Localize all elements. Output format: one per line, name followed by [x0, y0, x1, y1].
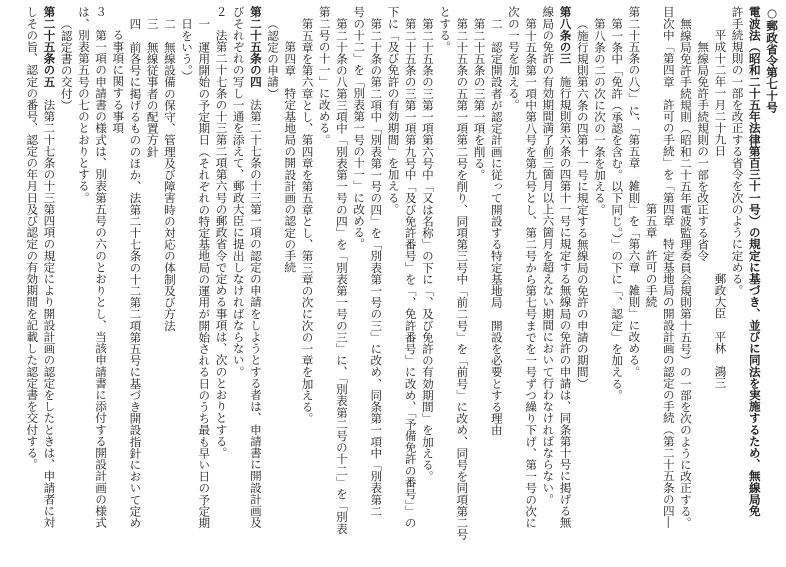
art8-3-line-4: 次の一号を加える。 [506, 6, 521, 111]
toc-amend-b: 「第四章 特定基地局の開設計画の認定の手続（第二十五条の四― [661, 180, 676, 528]
art1-line-a: 第一条中「免許（承認を含む。以下同じ。）」の下に「、認定」を加える。 [610, 17, 625, 401]
art25-line-g: 第二十条の第二項中「別表第一号の四」を「別表第一号の三」に改め、同条第一項中「別表第二 [369, 17, 384, 517]
art25-5-heading: （認定書の交付） [59, 17, 74, 111]
art25-line-e: 第二十五条の三第一項第九号中「及び免許番号」を「、免許番号」に改め、「予備免許の番号」」の [403, 17, 418, 528]
art25-4-para-3b: は、別表第五号の七のとおりとする。 [76, 6, 91, 204]
art25-4-para-3: ３ 第一項の申請書の様式は、別表第五号の六のとおりとし、当該申請書に添付する開設計画の様式 [94, 6, 109, 528]
art25-4-heading: （認定の申請） [266, 17, 281, 99]
art8-3-line-2: 線局の免許の有効期間満了前三箇月以上六箇月を超えない期間において行わなければならない。 [541, 6, 556, 505]
art25-5-line-2: しその旨、認定の番号、認定の年月日及び認定の有効期間を記載した認定書を交付する。 [25, 6, 40, 470]
art1-line-b: 第八条の二の次に次の一条を加える。 [592, 17, 607, 215]
art25-line-a: 第二十五条の三第一項を削る。 [472, 17, 487, 180]
amend-line-3: 第二十五条の八）」に、「第五章 雑則」を「第六章 雑則」に改める。 [627, 6, 642, 378]
art25-line-b: 第二十五条の五第一項第二号を削り、同項第三号中「前二号」を「前号」に改め、同号を同項第二号 [455, 17, 470, 540]
art25-4-line-2: びそれぞれの写し一通を添えて、郵政大臣に提出しなければならない。 [231, 6, 246, 378]
art8-3-text-1: 施行規則第六条の四第十一号に規定する無線局の免許の申請は、同条第十号に掲げる無 [558, 75, 573, 529]
art25-line-j: 第二号の十一」に改める。 [317, 6, 332, 146]
ordinance-title: ○郵政省令第七十号 [765, 6, 779, 113]
art25-4-item-2: 二 無線設備の保守、管理及び障害時の対応の体制及び方法 [162, 17, 177, 331]
art25-line-d: 第二十五条の三第一項第六号中「又は名称」の下に「、及び免許の有効期間」を加える。 [420, 17, 435, 482]
art8-3-heading: （施行規則第六条の四第十一号に規定する無線局の免許の申請の期間） [575, 17, 590, 389]
art8-3-line-3: 第十五条第一項中第八号を第九号とし、第二号から第七号までを一号ずつ繰り下げ、第一号の次に [524, 17, 539, 528]
art25-4-item-1b: 日をいう。） [180, 17, 195, 82]
item-2: 二 認定開設者が認定計画に従って開設する特定基地局 開設を必要とする理由 [489, 17, 504, 436]
chapter-4-title: 第四章 特定基地局の開設計画の認定の手続 [283, 40, 298, 273]
intro-line [746, 6, 763, 562]
art25-4-item-1: 一 運用開始の予定期日（それぞれの特定基地局の運用が開始される日のうち最も早い日の予定期 [197, 17, 212, 528]
amend-line-2 [660, 6, 677, 562]
art25-4-text-1: 法第二十七条の十三第一項の認定の申請をしようとする者は、申請書に開設計画及 [248, 98, 263, 529]
minister-name: 郵政大臣 平林 鴻三 [713, 272, 728, 389]
vertical-text-body [6, 6, 780, 562]
amend-line-2c: 第五章 許可の手続 [644, 203, 659, 308]
chapter-move: 第五章を第六章とし、第四章を第五章とし、第三章の次に次の一章を加える。 [300, 17, 315, 424]
art25-line-h: 号の十二」を「別表第一号の十一」に改める。 [352, 6, 367, 250]
art25-line-f: 下に「及び免許の有効期間」を加える。 [386, 6, 401, 215]
art25-line-i: 第二十条の八第三項中「別表第一号の四」を「別表第一号の三」に、「別表第二号の十二」を「別表 [334, 17, 349, 534]
art25-5-label: 第二十五条の五 [42, 6, 57, 88]
art25-5-line-1 [40, 6, 57, 562]
date-and-minister [711, 6, 728, 562]
art25-4-line-1 [247, 6, 264, 562]
ordinance-name: 無線局免許手続規則の一部を改正する省令 [696, 40, 711, 262]
art25-4-item-4: 四 前各号に掲げるもののほか、法第二十七条の十二第二項第五号に基づき開設指針において定め [128, 17, 143, 528]
art25-4-para-2: ２ 法第二十七条の十三第二項第六号の郵政省令で定める事項は、次のとおりとする。 [214, 6, 229, 459]
enactment-date: 平成十二年一月二十九日 [713, 29, 728, 157]
art25-line-c: とする。 [438, 6, 453, 53]
intro-line-2: 許手続規則の一部を改正する省令を次のように定める。 [730, 6, 745, 296]
art25-4-item-4b: る事項に関する事項 [111, 29, 126, 134]
intro-line-1: 電波法（昭和二十五年法律第百三十一号）の規定に基づき、並びに同法を実施するため、無線局免 [747, 6, 762, 517]
art8-3-line-1 [556, 6, 573, 562]
amend-line-1: 無線局免許手続規則（昭和二十五年電波監理委員会規則第十五号）の一部を次のように改正する。 [678, 17, 693, 528]
art25-4-label: 第二十五条の四 [248, 6, 263, 88]
art25-5-text-1: 法第二十七条の十三第四項の規定により開設計画の認定をしたときは、申請者に対 [42, 98, 57, 529]
art8-3-label: 第八条の三 [558, 6, 573, 64]
toc-amend-a: 目次中「第四章 許可の手続」を [661, 6, 676, 180]
art25-4-item-3: 三 無線従事者の配置方針 [145, 17, 160, 157]
